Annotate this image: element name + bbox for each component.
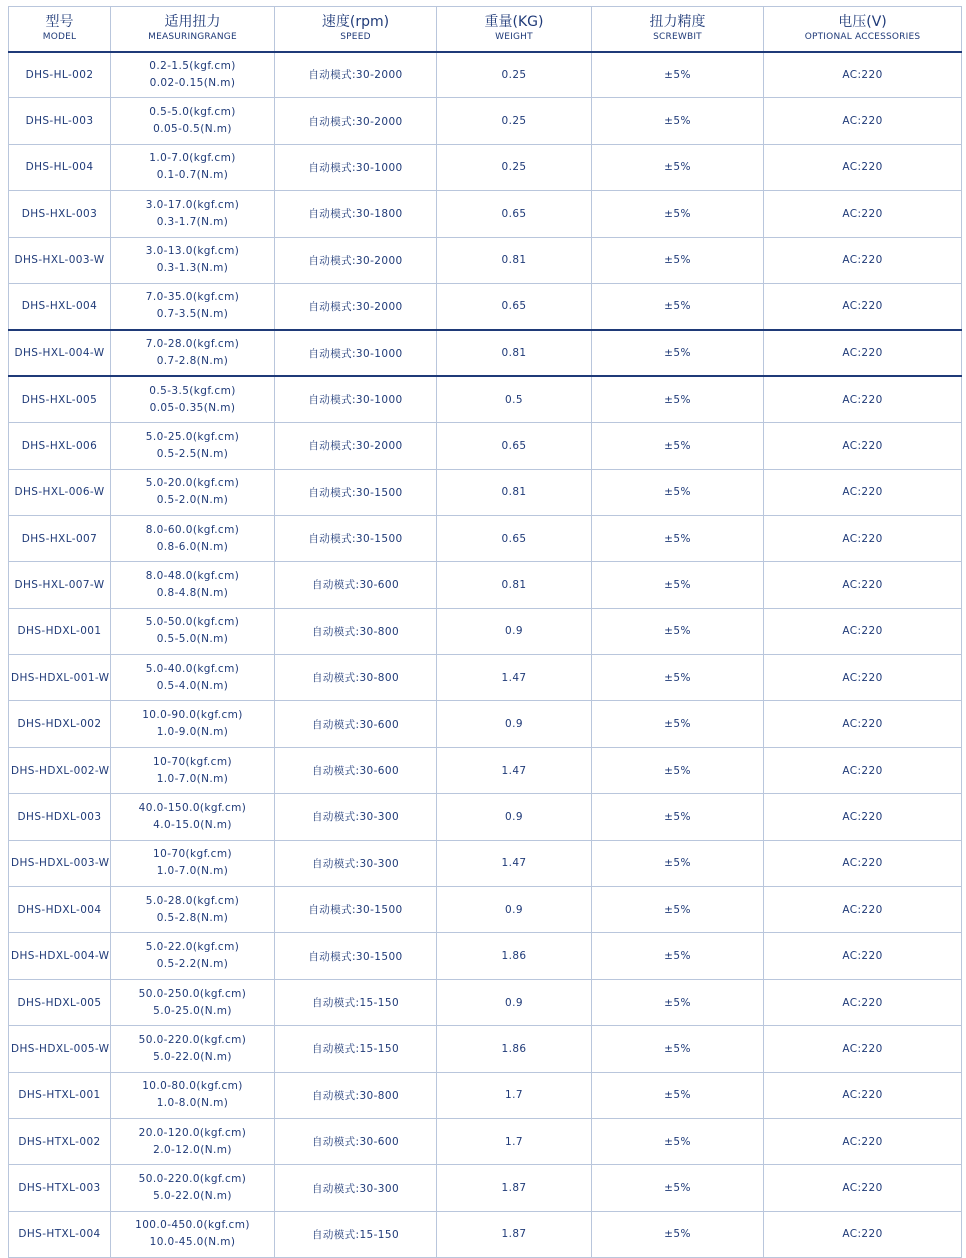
speed-cell: 自动模式:30-1000 bbox=[275, 376, 437, 422]
table-row bbox=[9, 283, 962, 329]
range-kgf: 10.0-90.0(kgf.cm) bbox=[142, 709, 243, 722]
range-kgf: 5.0-28.0(kgf.cm) bbox=[145, 894, 240, 907]
voltage-cell: AC:220 bbox=[764, 1165, 962, 1211]
precision-cell: ±5% bbox=[592, 237, 764, 283]
speed-cell: 自动模式:30-1000 bbox=[275, 144, 437, 190]
header-voltage-cn: 电压(V) bbox=[838, 14, 887, 31]
weight-cell: 1.87 bbox=[437, 1211, 592, 1257]
range-nm: 1.0-9.0(N.m) bbox=[156, 726, 229, 739]
precision-cell: ±5% bbox=[592, 52, 764, 98]
range-nm: 0.8-6.0(N.m) bbox=[156, 540, 229, 553]
weight-cell: 0.9 bbox=[437, 794, 592, 840]
table-row bbox=[9, 794, 962, 840]
voltage-cell: AC:220 bbox=[764, 52, 962, 98]
speed-cell: 自动模式:30-1500 bbox=[275, 933, 437, 979]
range-cell bbox=[111, 144, 275, 190]
range-cell bbox=[111, 562, 275, 608]
weight-cell: 0.81 bbox=[437, 469, 592, 515]
model-cell: DHS-HDXL-003-W bbox=[9, 840, 111, 886]
speed-cell: 自动模式:30-1800 bbox=[275, 191, 437, 237]
weight-cell: 0.5 bbox=[437, 376, 592, 422]
precision-cell: ±5% bbox=[592, 376, 764, 422]
weight-cell: 0.65 bbox=[437, 515, 592, 561]
precision-cell: ±5% bbox=[592, 469, 764, 515]
table-row bbox=[9, 144, 962, 190]
weight-cell: 1.7 bbox=[437, 1072, 592, 1118]
range-kgf: 5.0-50.0(kgf.cm) bbox=[145, 616, 240, 629]
speed-cell: 自动模式:30-1500 bbox=[275, 515, 437, 561]
weight-cell: 0.81 bbox=[437, 237, 592, 283]
table-row bbox=[9, 701, 962, 747]
weight-cell: 0.65 bbox=[437, 423, 592, 469]
model-cell: DHS-HDXL-005 bbox=[9, 979, 111, 1025]
range-cell bbox=[111, 237, 275, 283]
weight-cell: 0.65 bbox=[437, 191, 592, 237]
table-body bbox=[9, 52, 962, 1258]
header-voltage bbox=[764, 7, 962, 52]
table-row bbox=[9, 191, 962, 237]
range-nm: 5.0-22.0(N.m) bbox=[153, 1190, 232, 1203]
voltage-cell: AC:220 bbox=[764, 794, 962, 840]
range-kgf: 20.0-120.0(kgf.cm) bbox=[138, 1126, 247, 1139]
range-nm: 5.0-25.0(N.m) bbox=[153, 1004, 232, 1017]
model-cell: DHS-HDXL-003 bbox=[9, 794, 111, 840]
model-cell: DHS-HXL-006-W bbox=[9, 469, 111, 515]
voltage-cell: AC:220 bbox=[764, 237, 962, 283]
range-nm: 0.3-1.3(N.m) bbox=[156, 262, 229, 275]
speed-cell: 自动模式:30-800 bbox=[275, 608, 437, 654]
precision-cell: ±5% bbox=[592, 933, 764, 979]
range-nm: 0.1-0.7(N.m) bbox=[156, 169, 229, 182]
voltage-cell: AC:220 bbox=[764, 840, 962, 886]
range-kgf: 8.0-48.0(kgf.cm) bbox=[145, 569, 240, 582]
model-cell: DHS-HXL-007 bbox=[9, 515, 111, 561]
model-cell: DHS-HDXL-001-W bbox=[9, 655, 111, 701]
precision-cell: ±5% bbox=[592, 1072, 764, 1118]
voltage-cell: AC:220 bbox=[764, 887, 962, 933]
table-row bbox=[9, 469, 962, 515]
speed-cell: 自动模式:15-150 bbox=[275, 979, 437, 1025]
range-cell bbox=[111, 933, 275, 979]
header-speed bbox=[275, 7, 437, 52]
header-model-cn: 型号 bbox=[45, 14, 74, 31]
speed-cell: 自动模式:30-2000 bbox=[275, 423, 437, 469]
range-cell bbox=[111, 1118, 275, 1164]
range-cell bbox=[111, 1026, 275, 1072]
model-cell: DHS-HDXL-004 bbox=[9, 887, 111, 933]
precision-cell: ±5% bbox=[592, 747, 764, 793]
speed-cell: 自动模式:15-150 bbox=[275, 1211, 437, 1257]
weight-cell: 0.9 bbox=[437, 608, 592, 654]
weight-cell: 0.9 bbox=[437, 887, 592, 933]
precision-cell: ±5% bbox=[592, 283, 764, 329]
range-cell bbox=[111, 1165, 275, 1211]
precision-cell: ±5% bbox=[592, 144, 764, 190]
table-row bbox=[9, 376, 962, 422]
weight-cell: 0.81 bbox=[437, 562, 592, 608]
model-cell: DHS-HTXL-002 bbox=[9, 1118, 111, 1164]
range-kgf: 0.5-5.0(kgf.cm) bbox=[149, 106, 236, 119]
table-row bbox=[9, 747, 962, 793]
voltage-cell: AC:220 bbox=[764, 423, 962, 469]
weight-cell: 0.25 bbox=[437, 52, 592, 98]
range-nm: 0.7-3.5(N.m) bbox=[156, 308, 229, 321]
voltage-cell: AC:220 bbox=[764, 933, 962, 979]
header-row bbox=[9, 7, 962, 52]
range-kgf: 5.0-25.0(kgf.cm) bbox=[145, 430, 240, 443]
range-nm: 0.5-4.0(N.m) bbox=[156, 679, 229, 692]
voltage-cell: AC:220 bbox=[764, 191, 962, 237]
model-cell: DHS-HTXL-003 bbox=[9, 1165, 111, 1211]
range-cell bbox=[111, 376, 275, 422]
model-cell: DHS-HL-002 bbox=[9, 52, 111, 98]
voltage-cell: AC:220 bbox=[764, 1118, 962, 1164]
range-cell bbox=[111, 330, 275, 376]
range-cell bbox=[111, 887, 275, 933]
table-row bbox=[9, 887, 962, 933]
voltage-cell: AC:220 bbox=[764, 376, 962, 422]
model-cell: DHS-HXL-005 bbox=[9, 376, 111, 422]
weight-cell: 0.9 bbox=[437, 701, 592, 747]
speed-cell: 自动模式:30-600 bbox=[275, 701, 437, 747]
range-cell bbox=[111, 701, 275, 747]
precision-cell: ±5% bbox=[592, 1118, 764, 1164]
precision-cell: ±5% bbox=[592, 701, 764, 747]
voltage-cell: AC:220 bbox=[764, 469, 962, 515]
range-nm: 1.0-8.0(N.m) bbox=[156, 1097, 229, 1110]
precision-cell: ±5% bbox=[592, 608, 764, 654]
precision-cell: ±5% bbox=[592, 515, 764, 561]
table-row bbox=[9, 562, 962, 608]
header-precision bbox=[592, 7, 764, 52]
voltage-cell: AC:220 bbox=[764, 98, 962, 144]
range-cell bbox=[111, 747, 275, 793]
model-cell: DHS-HXL-004-W bbox=[9, 330, 111, 376]
range-kgf: 3.0-17.0(kgf.cm) bbox=[145, 198, 240, 211]
table-row bbox=[9, 608, 962, 654]
model-cell: DHS-HXL-003-W bbox=[9, 237, 111, 283]
model-cell: DHS-HL-004 bbox=[9, 144, 111, 190]
model-cell: DHS-HDXL-002 bbox=[9, 701, 111, 747]
table-row bbox=[9, 52, 962, 98]
header-precision-en: SCREWBIT bbox=[653, 32, 702, 43]
range-cell bbox=[111, 840, 275, 886]
range-kgf: 50.0-220.0(kgf.cm) bbox=[138, 1033, 247, 1046]
speed-cell: 自动模式:30-2000 bbox=[275, 52, 437, 98]
voltage-cell: AC:220 bbox=[764, 330, 962, 376]
header-speed-cn: 速度(rpm) bbox=[321, 14, 390, 31]
range-kgf: 10.0-80.0(kgf.cm) bbox=[142, 1080, 243, 1093]
precision-cell: ±5% bbox=[592, 887, 764, 933]
range-nm: 0.5-2.8(N.m) bbox=[156, 911, 229, 924]
header-weight bbox=[437, 7, 592, 52]
speed-cell: 自动模式:30-300 bbox=[275, 794, 437, 840]
model-cell: DHS-HXL-004 bbox=[9, 283, 111, 329]
range-kgf: 50.0-250.0(kgf.cm) bbox=[138, 987, 247, 1000]
range-kgf: 7.0-28.0(kgf.cm) bbox=[145, 338, 240, 351]
table-row bbox=[9, 237, 962, 283]
speed-cell: 自动模式:30-600 bbox=[275, 1118, 437, 1164]
range-kgf: 0.5-3.5(kgf.cm) bbox=[149, 384, 236, 397]
weight-cell: 0.81 bbox=[437, 330, 592, 376]
range-cell bbox=[111, 608, 275, 654]
range-kgf: 10-70(kgf.cm) bbox=[153, 848, 232, 861]
speed-cell: 自动模式:30-1500 bbox=[275, 887, 437, 933]
speed-cell: 自动模式:30-2000 bbox=[275, 283, 437, 329]
range-kgf: 0.2-1.5(kgf.cm) bbox=[149, 59, 236, 72]
table-row bbox=[9, 1165, 962, 1211]
weight-cell: 0.65 bbox=[437, 283, 592, 329]
model-cell: DHS-HTXL-001 bbox=[9, 1072, 111, 1118]
range-kgf: 7.0-35.0(kgf.cm) bbox=[145, 291, 240, 304]
model-cell: DHS-HXL-003 bbox=[9, 191, 111, 237]
voltage-cell: AC:220 bbox=[764, 655, 962, 701]
voltage-cell: AC:220 bbox=[764, 1026, 962, 1072]
speed-cell: 自动模式:30-1000 bbox=[275, 330, 437, 376]
range-nm: 0.5-5.0(N.m) bbox=[156, 633, 229, 646]
range-cell bbox=[111, 794, 275, 840]
precision-cell: ±5% bbox=[592, 979, 764, 1025]
range-nm: 0.5-2.0(N.m) bbox=[156, 494, 229, 507]
range-nm: 0.05-0.5(N.m) bbox=[153, 123, 232, 136]
range-kgf: 100.0-450.0(kgf.cm) bbox=[135, 1219, 250, 1232]
table-row bbox=[9, 330, 962, 376]
voltage-cell: AC:220 bbox=[764, 608, 962, 654]
range-nm: 4.0-15.0(N.m) bbox=[153, 818, 232, 831]
model-cell: DHS-HL-003 bbox=[9, 98, 111, 144]
speed-cell: 自动模式:30-600 bbox=[275, 562, 437, 608]
table-row bbox=[9, 933, 962, 979]
range-kgf: 1.0-7.0(kgf.cm) bbox=[149, 152, 236, 165]
table-row bbox=[9, 1026, 962, 1072]
header-range-en: MEASURINGRANGE bbox=[148, 32, 237, 43]
precision-cell: ±5% bbox=[592, 191, 764, 237]
speed-cell: 自动模式:30-2000 bbox=[275, 237, 437, 283]
range-nm: 2.0-12.0(N.m) bbox=[153, 1143, 232, 1156]
speed-cell: 自动模式:15-150 bbox=[275, 1026, 437, 1072]
range-kgf: 3.0-13.0(kgf.cm) bbox=[145, 245, 240, 258]
table-row bbox=[9, 423, 962, 469]
range-cell bbox=[111, 469, 275, 515]
voltage-cell: AC:220 bbox=[764, 144, 962, 190]
header-weight-en: WEIGHT bbox=[495, 32, 533, 43]
precision-cell: ±5% bbox=[592, 98, 764, 144]
header-weight-cn: 重量(KG) bbox=[484, 14, 544, 31]
precision-cell: ±5% bbox=[592, 794, 764, 840]
voltage-cell: AC:220 bbox=[764, 283, 962, 329]
precision-cell: ±5% bbox=[592, 1211, 764, 1257]
range-nm: 1.0-7.0(N.m) bbox=[156, 772, 229, 785]
range-kgf: 5.0-22.0(kgf.cm) bbox=[145, 941, 240, 954]
range-kgf: 10-70(kgf.cm) bbox=[153, 755, 232, 768]
precision-cell: ±5% bbox=[592, 423, 764, 469]
range-nm: 0.05-0.35(N.m) bbox=[149, 401, 236, 414]
table-row bbox=[9, 979, 962, 1025]
range-nm: 0.3-1.7(N.m) bbox=[156, 215, 229, 228]
table-row bbox=[9, 98, 962, 144]
precision-cell: ±5% bbox=[592, 562, 764, 608]
weight-cell: 1.47 bbox=[437, 747, 592, 793]
speed-cell: 自动模式:30-300 bbox=[275, 1165, 437, 1211]
range-nm: 0.02-0.15(N.m) bbox=[149, 76, 236, 89]
range-nm: 0.7-2.8(N.m) bbox=[156, 355, 229, 368]
header-range-cn: 适用扭力 bbox=[164, 14, 221, 31]
range-nm: 1.0-7.0(N.m) bbox=[156, 865, 229, 878]
voltage-cell: AC:220 bbox=[764, 701, 962, 747]
speed-cell: 自动模式:30-1500 bbox=[275, 469, 437, 515]
table-row bbox=[9, 515, 962, 561]
range-cell bbox=[111, 98, 275, 144]
header-speed-en: SPEED bbox=[340, 32, 371, 43]
speed-cell: 自动模式:30-2000 bbox=[275, 98, 437, 144]
precision-cell: ±5% bbox=[592, 1165, 764, 1211]
range-cell bbox=[111, 52, 275, 98]
model-cell: DHS-HDXL-001 bbox=[9, 608, 111, 654]
range-nm: 0.5-2.2(N.m) bbox=[156, 958, 229, 971]
model-cell: DHS-HXL-006 bbox=[9, 423, 111, 469]
weight-cell: 0.25 bbox=[437, 144, 592, 190]
voltage-cell: AC:220 bbox=[764, 562, 962, 608]
table-row bbox=[9, 1211, 962, 1257]
table-row bbox=[9, 840, 962, 886]
table-header bbox=[9, 7, 962, 52]
table-row bbox=[9, 1072, 962, 1118]
model-cell: DHS-HTXL-004 bbox=[9, 1211, 111, 1257]
voltage-cell: AC:220 bbox=[764, 747, 962, 793]
range-cell bbox=[111, 191, 275, 237]
spec-table-container bbox=[8, 6, 961, 1258]
range-cell bbox=[111, 979, 275, 1025]
model-cell: DHS-HDXL-004-W bbox=[9, 933, 111, 979]
header-model-en: MODEL bbox=[42, 32, 77, 43]
precision-cell: ±5% bbox=[592, 1026, 764, 1072]
range-kgf: 5.0-40.0(kgf.cm) bbox=[145, 662, 240, 675]
voltage-cell: AC:220 bbox=[764, 515, 962, 561]
voltage-cell: AC:220 bbox=[764, 1211, 962, 1257]
header-precision-cn: 扭力精度 bbox=[649, 14, 706, 31]
range-cell bbox=[111, 515, 275, 561]
precision-cell: ±5% bbox=[592, 330, 764, 376]
header-voltage-en: OPTIONAL ACCESSORIES bbox=[804, 32, 921, 43]
range-nm: 0.5-2.5(N.m) bbox=[156, 447, 229, 460]
precision-cell: ±5% bbox=[592, 655, 764, 701]
table-row bbox=[9, 1118, 962, 1164]
weight-cell: 1.87 bbox=[437, 1165, 592, 1211]
range-kgf: 40.0-150.0(kgf.cm) bbox=[138, 801, 247, 814]
weight-cell: 1.47 bbox=[437, 840, 592, 886]
weight-cell: 0.9 bbox=[437, 979, 592, 1025]
range-cell bbox=[111, 283, 275, 329]
range-cell bbox=[111, 655, 275, 701]
precision-cell: ±5% bbox=[592, 840, 764, 886]
voltage-cell: AC:220 bbox=[764, 979, 962, 1025]
range-cell bbox=[111, 1072, 275, 1118]
weight-cell: 1.47 bbox=[437, 655, 592, 701]
header-model bbox=[9, 7, 111, 52]
weight-cell: 1.86 bbox=[437, 933, 592, 979]
weight-cell: 1.86 bbox=[437, 1026, 592, 1072]
range-nm: 5.0-22.0(N.m) bbox=[153, 1050, 232, 1063]
range-kgf: 50.0-220.0(kgf.cm) bbox=[138, 1173, 247, 1186]
speed-cell: 自动模式:30-800 bbox=[275, 655, 437, 701]
model-cell: DHS-HDXL-002-W bbox=[9, 747, 111, 793]
range-cell bbox=[111, 423, 275, 469]
speed-cell: 自动模式:30-300 bbox=[275, 840, 437, 886]
range-cell bbox=[111, 1211, 275, 1257]
speed-cell: 自动模式:30-800 bbox=[275, 1072, 437, 1118]
model-cell: DHS-HXL-007-W bbox=[9, 562, 111, 608]
table-row bbox=[9, 655, 962, 701]
speed-cell: 自动模式:30-600 bbox=[275, 747, 437, 793]
range-kgf: 5.0-20.0(kgf.cm) bbox=[145, 477, 240, 490]
model-cell: DHS-HDXL-005-W bbox=[9, 1026, 111, 1072]
voltage-cell: AC:220 bbox=[764, 1072, 962, 1118]
spec-table bbox=[8, 6, 962, 1258]
weight-cell: 1.7 bbox=[437, 1118, 592, 1164]
range-nm: 0.8-4.8(N.m) bbox=[156, 586, 229, 599]
header-range bbox=[111, 7, 275, 52]
range-kgf: 8.0-60.0(kgf.cm) bbox=[145, 523, 240, 536]
range-nm: 10.0-45.0(N.m) bbox=[149, 1236, 236, 1249]
weight-cell: 0.25 bbox=[437, 98, 592, 144]
